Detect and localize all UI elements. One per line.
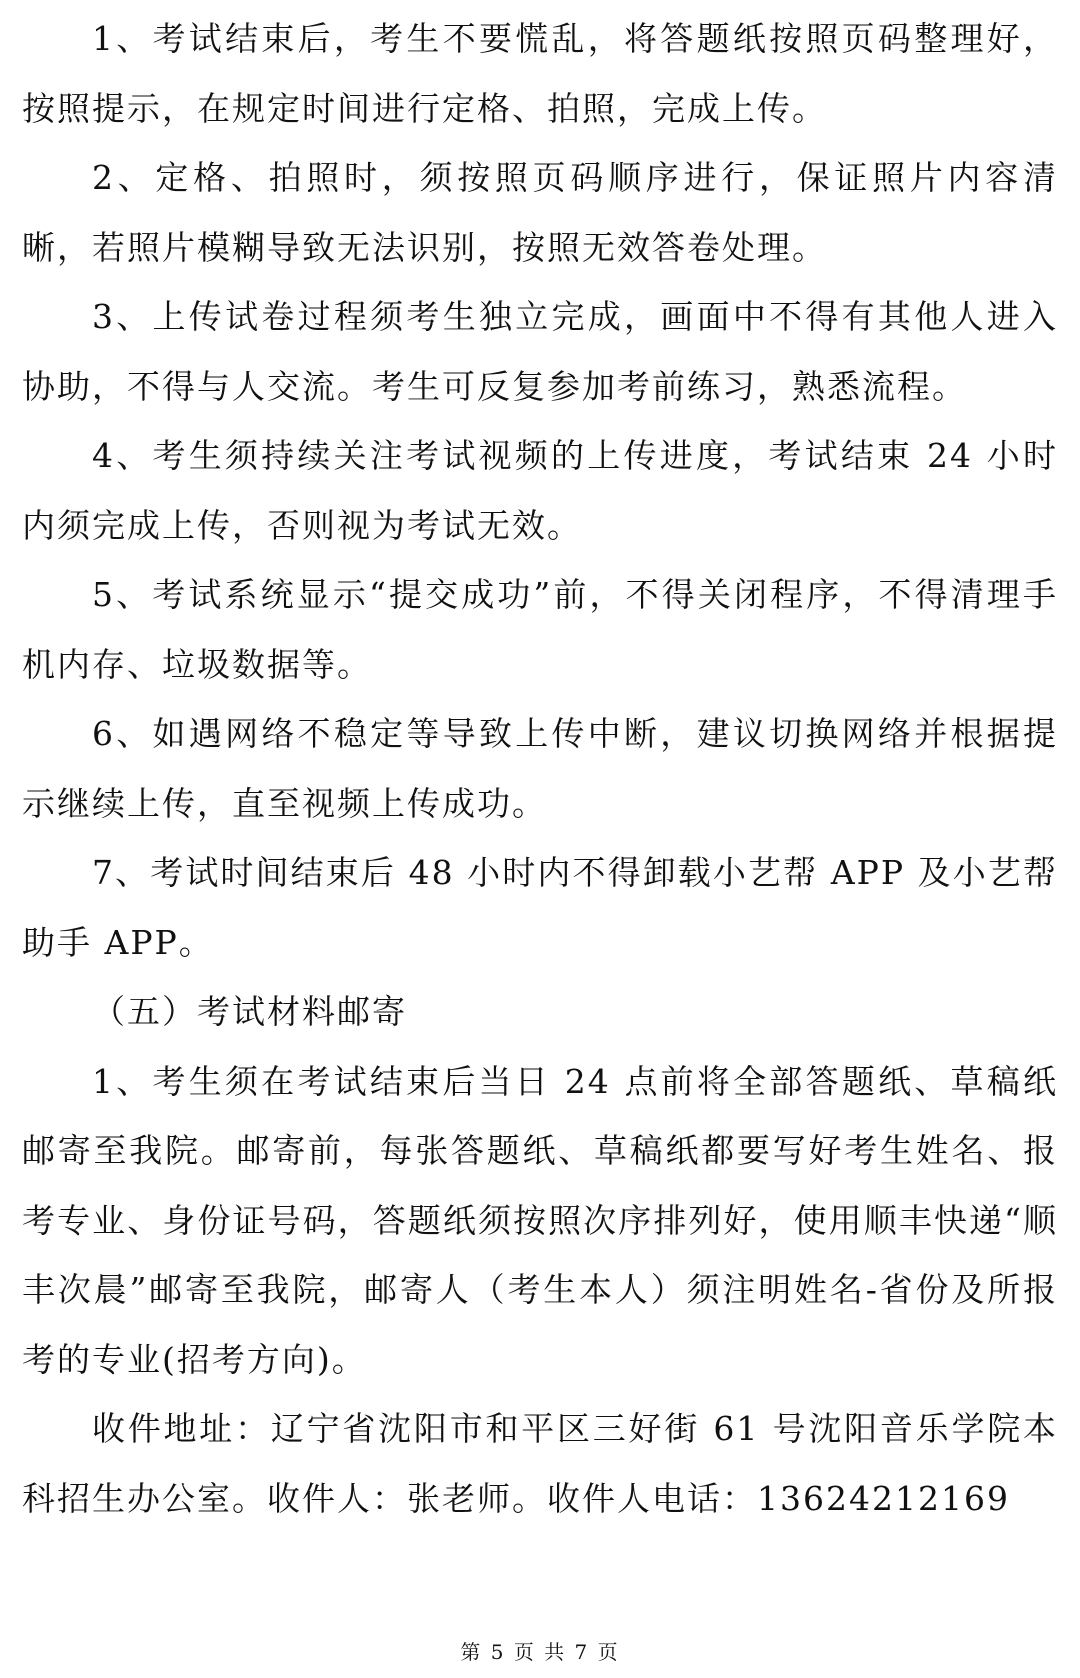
address-paragraph: 收件地址：辽宁省沈阳市和平区三好街 61 号沈阳音乐学院本科招生办公室。收件人：张老师。收件人电话：13624212169 bbox=[22, 1409, 1058, 1518]
document-page bbox=[22, 0, 1058, 1678]
document-body bbox=[22, 4, 1058, 1533]
item-4-paragraph: 4、考生须持续关注考试视频的上传进度，考试结束 24 小时内须完成上传，否则视为考试无效。 bbox=[22, 436, 1058, 545]
item-5-paragraph: 5、考试系统显示“提交成功”前，不得关闭程序，不得清理手机内存、垃圾数据等。 bbox=[22, 575, 1058, 684]
item-2-paragraph: 2、定格、拍照时，须按照页码顺序进行，保证照片内容清晰，若照片模糊导致无法识别，按照无效答卷处理。 bbox=[22, 158, 1058, 267]
item-1-paragraph: 1、考试结束后，考生不要慌乱，将答题纸按照页码整理好，按照提示，在规定时间进行定格、拍照，完成上传。 bbox=[22, 19, 1058, 128]
page-number-footer: 第 5 页 共 7 页 bbox=[460, 1640, 620, 1664]
item-6-paragraph: 6、如遇网络不稳定等导致上传中断，建议切换网络并根据提示继续上传，直至视频上传成功。 bbox=[22, 714, 1058, 823]
item-3-paragraph: 3、上传试卷过程须考生独立完成，画面中不得有其他人进入协助，不得与人交流。考生可反复参加考前练习，熟悉流程。 bbox=[22, 297, 1058, 406]
item-7-paragraph: 7、考试时间结束后 48 小时内不得卸载小艺帮 APP 及小艺帮助手 APP。 bbox=[22, 853, 1058, 962]
section-heading: （五）考试材料邮寄 bbox=[92, 992, 407, 1031]
mailing-paragraph: 1、考生须在考试结束后当日 24 点前将全部答题纸、草稿纸邮寄至我院。邮寄前，每张答题纸、草稿纸都要写好考生姓名、报考专业、身份证号码，答题纸须按照次序排列好，使用顺丰快递“顺丰次晨”邮寄至我院，邮寄人（考生本人）须注明姓名-省份及所报考的专业(招考方向)。 bbox=[22, 1061, 1058, 1379]
